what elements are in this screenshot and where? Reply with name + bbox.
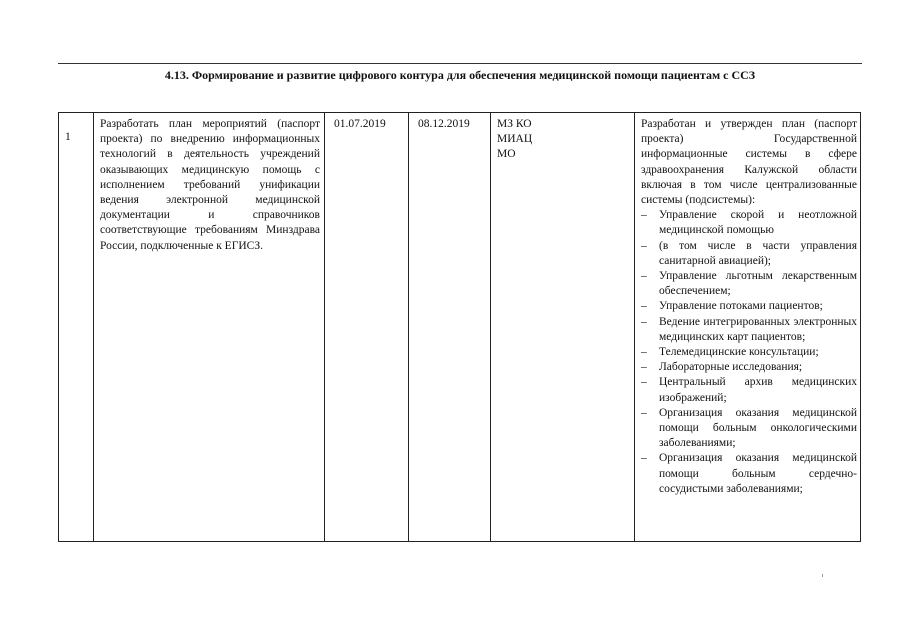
result-item: – Организация оказания медицинской помощи больным сердечно-сосудистыми заболеваниями; bbox=[641, 451, 857, 497]
result-item: – Управление скорой и неотложной медицинской помощью bbox=[641, 208, 857, 238]
column-divider bbox=[634, 113, 635, 541]
column-divider bbox=[93, 113, 94, 541]
responsible-item: МЗ КО bbox=[497, 118, 532, 130]
column-divider bbox=[490, 113, 491, 541]
result-item: – Телемедицинские консультации; bbox=[641, 345, 857, 360]
responsible-item: МО bbox=[497, 148, 516, 161]
responsible-list bbox=[497, 117, 567, 163]
result-item: – Управление потоками пациентов; bbox=[641, 299, 857, 314]
plan-table bbox=[58, 112, 861, 542]
result-intro: Разработан и утвержден план (паспорт проекта) Государственной информационные системы в сфере здравоохранения Калужской области включая в том числе централизованные системы (подсистемы): bbox=[641, 118, 857, 207]
result-item: – Лабораторные исследования; bbox=[641, 360, 857, 375]
scan-mark bbox=[822, 574, 823, 577]
result-item: – (в том числе в части управления санитарной авиацией); bbox=[641, 239, 857, 269]
task-description: Разработать план мероприятий (паспорт проекта) по внедрению информационных технологий в деятельность учреждений оказывающих медицинскую помощь с исполнением требований унификации ведения электронной медицинской документации и справочников соответствующие требованиям Минздрава России, подключенные к ЕГИСЗ. bbox=[100, 118, 320, 252]
result-description bbox=[641, 117, 857, 497]
top-rule bbox=[58, 63, 862, 64]
column-divider bbox=[324, 113, 325, 541]
result-item: – Центральный архив медицинских изображений; bbox=[641, 375, 857, 405]
start-date: 01.07.2019 bbox=[334, 118, 386, 130]
result-list bbox=[641, 208, 857, 497]
section-heading: 4.13. Формирование и развитие цифрового контура для обеспечения медицинской помощи пациентам с ССЗ bbox=[164, 68, 756, 82]
responsible-item: МИАЦ bbox=[497, 133, 533, 146]
column-divider bbox=[408, 113, 409, 541]
end-date: 08.12.2019 bbox=[418, 118, 470, 130]
result-item: – Организация оказания медицинской помощи больным онкологическими заболеваниями; bbox=[641, 406, 857, 452]
result-item: – Ведение интегрированных электронных медицинских карт пациентов; bbox=[641, 315, 857, 345]
row-number: 1 bbox=[65, 131, 71, 143]
result-item: – Управление льготным лекарственным обеспечением; bbox=[641, 269, 857, 299]
